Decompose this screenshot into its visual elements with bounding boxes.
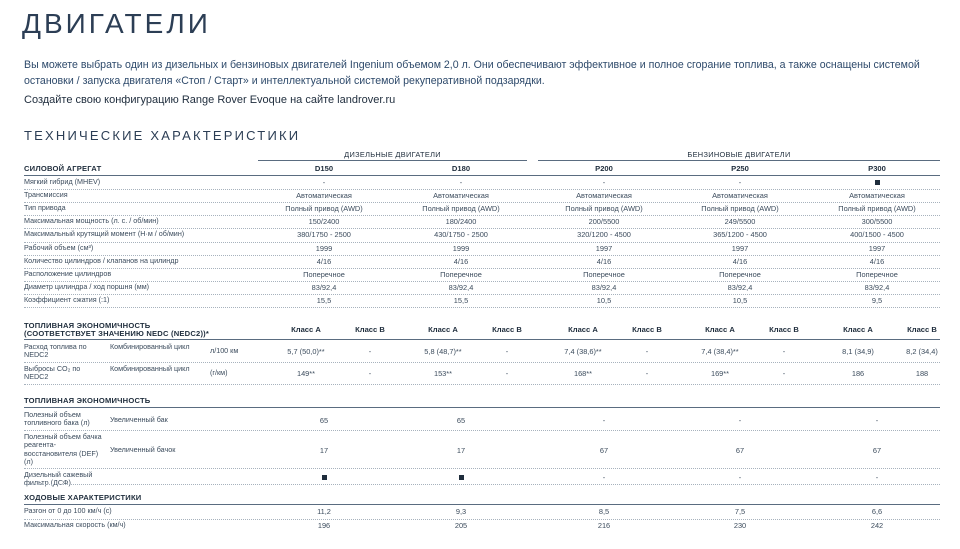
spec-cell: 4/16 bbox=[596, 256, 612, 266]
section-powertrain-header: СИЛОВОЙ АГРЕГАТ bbox=[24, 164, 102, 173]
diesel-group-header: ДИЗЕЛЬНЫЕ ДВИГАТЕЛИ bbox=[344, 150, 441, 159]
spec-row-label: Расположение цилиндров bbox=[24, 268, 112, 278]
page-title: ДВИГАТЕЛИ bbox=[22, 8, 211, 39]
tank-cell: 17 bbox=[319, 446, 329, 455]
spec-cell bbox=[811, 178, 943, 187]
spec-cell: 4/16 bbox=[869, 256, 885, 266]
spec-cell: Поперечное bbox=[583, 269, 625, 279]
spec-cell: 1997 bbox=[595, 243, 613, 253]
spec-cell: 180/2400 bbox=[445, 217, 477, 227]
spec-cell: Автоматическая bbox=[433, 191, 489, 201]
spec-cell: - bbox=[459, 178, 463, 187]
fuel-cell: - bbox=[368, 369, 372, 378]
fuel-cell: 8,1 (34,9) bbox=[842, 347, 874, 356]
driving-cell: 9,3 bbox=[455, 507, 467, 516]
spec-cell: 249/5500 bbox=[724, 217, 756, 227]
tank-cell: - bbox=[738, 416, 742, 425]
tank-cell bbox=[395, 473, 527, 482]
engine-column-d150: D150 bbox=[314, 164, 334, 173]
fuel-cell: 5,8 (48,7)** bbox=[424, 347, 462, 356]
spec-cell: 83/92,4 bbox=[591, 282, 617, 292]
spec-cell: 430/1750 - 2500 bbox=[434, 230, 488, 240]
class-b-header: Класс B bbox=[769, 325, 799, 334]
tank-cell: 67 bbox=[872, 446, 882, 455]
fuel-row-sublabel: Комбинированный цикл bbox=[110, 364, 190, 373]
fuel-cell: 7,4 (38,4)** bbox=[701, 347, 739, 356]
spec-row-label: Диаметр цилиндра / ход поршня (мм) bbox=[24, 281, 150, 291]
tank-cell: - bbox=[738, 473, 742, 482]
row-divider bbox=[24, 268, 940, 269]
spec-cell: Полный привод (AWD) bbox=[422, 204, 500, 214]
row-divider bbox=[24, 519, 940, 520]
fuel-cell: - bbox=[645, 347, 649, 356]
fuel-cell: - bbox=[782, 369, 786, 378]
spec-cell: - bbox=[602, 178, 606, 187]
spec-cell: Полный привод (AWD) bbox=[701, 204, 779, 214]
driving-cell: 216 bbox=[597, 520, 611, 530]
tank-row-label: Полезный объем бачка реагента-восстановителя (DEF) (л) bbox=[24, 432, 102, 466]
row-divider bbox=[24, 294, 940, 295]
driving-cell: 205 bbox=[454, 520, 468, 530]
tank-cell: 67 bbox=[599, 446, 609, 455]
spec-cell: - bbox=[322, 178, 326, 187]
tank-cell bbox=[258, 473, 390, 482]
class-a-header: Класс A bbox=[291, 325, 321, 334]
spec-cell: 320/1200 - 4500 bbox=[577, 230, 631, 240]
driving-cell: 230 bbox=[733, 520, 747, 530]
fuel-header-rule bbox=[24, 407, 940, 408]
row-divider bbox=[24, 468, 940, 469]
fuel-cell: - bbox=[368, 347, 372, 356]
spec-cell: Автоматическая bbox=[296, 191, 352, 201]
tank-cell: - bbox=[602, 416, 606, 425]
spec-cell: Автоматическая bbox=[576, 191, 632, 201]
spec-cell: Полный привод (AWD) bbox=[565, 204, 643, 214]
tank-row-sublabel: Увеличенный бак bbox=[110, 415, 168, 424]
spec-cell: 300/5500 bbox=[861, 217, 893, 227]
engine-column-p250: P250 bbox=[731, 164, 749, 173]
fuel-cell: - bbox=[645, 369, 649, 378]
spec-cell: Поперечное bbox=[303, 269, 345, 279]
fuel-row-sublabel: Комбинированный цикл bbox=[110, 342, 190, 351]
spec-cell: 83/92,4 bbox=[311, 282, 337, 292]
spec-cell: 1999 bbox=[452, 243, 470, 253]
fuel-row-label: Выбросы CO₂ по NEDC2 bbox=[24, 364, 81, 382]
fuel-cell: - bbox=[505, 369, 509, 378]
tank-cell: - bbox=[602, 473, 606, 482]
row-divider bbox=[24, 362, 940, 363]
spec-cell: 380/1750 - 2500 bbox=[297, 230, 351, 240]
petrol-group-header: БЕНЗИНОВЫЕ ДВИГАТЕЛИ bbox=[687, 150, 791, 159]
included-mark-icon bbox=[322, 475, 327, 480]
section-driving-header: ХОДОВЫЕ ХАРАКТЕРИСТИКИ bbox=[24, 493, 142, 502]
tank-cell: - bbox=[875, 416, 879, 425]
class-b-header: Класс B bbox=[492, 325, 522, 334]
spec-row-label: Максимальная мощность (л. с. / об/мин) bbox=[24, 216, 159, 226]
spec-cell: 15,5 bbox=[453, 295, 469, 305]
spec-row-label: Коэффициент сжатия (:1) bbox=[24, 294, 110, 304]
spec-cell: 10,5 bbox=[732, 295, 748, 305]
spec-cell: Поперечное bbox=[719, 269, 761, 279]
included-mark-icon bbox=[875, 180, 880, 185]
spec-cell: 4/16 bbox=[732, 256, 748, 266]
powertrain-header-rule bbox=[24, 175, 940, 176]
fuel-row-unit: л/100 км bbox=[210, 346, 239, 355]
spec-cell: 1999 bbox=[315, 243, 333, 253]
driving-cell: 7,5 bbox=[734, 507, 746, 516]
engine-column-d180: D180 bbox=[451, 164, 471, 173]
row-divider bbox=[24, 242, 940, 243]
spec-cell: 4/16 bbox=[453, 256, 469, 266]
spec-cell: Поперечное bbox=[856, 269, 898, 279]
tank-cell: 67 bbox=[735, 446, 745, 455]
class-a-header: Класс A bbox=[428, 325, 458, 334]
fuel-cell: 186 bbox=[851, 369, 865, 378]
fuel-cell: 149** bbox=[296, 369, 316, 378]
spec-cell: 4/16 bbox=[316, 256, 332, 266]
fuel-cell: - bbox=[505, 347, 509, 356]
spec-cell: Автоматическая bbox=[712, 191, 768, 201]
spec-cell: 10,5 bbox=[596, 295, 612, 305]
class-b-header: Класс B bbox=[907, 325, 937, 334]
section-fuel-economy-nedc-header: ТОПЛИВНАЯ ЭКОНОМИЧНОСТЬ bbox=[24, 321, 151, 330]
spec-cell: 83/92,4 bbox=[864, 282, 890, 292]
tank-cell: 65 bbox=[319, 416, 329, 425]
fuel-cell: - bbox=[782, 347, 786, 356]
tank-row-sublabel: Увеличенный бачок bbox=[110, 445, 176, 454]
spec-cell: 200/5500 bbox=[588, 217, 620, 227]
driving-cell: 196 bbox=[317, 520, 331, 530]
fuel-cell: 188 bbox=[915, 369, 929, 378]
spec-cell: 83/92,4 bbox=[727, 282, 753, 292]
class-a-header: Класс A bbox=[705, 325, 735, 334]
configurator-link[interactable]: Создайте свою конфигурацию Range Rover Evoque на сайте landrover.ru bbox=[24, 94, 396, 106]
fuel-cell: 168** bbox=[573, 369, 593, 378]
row-divider bbox=[24, 202, 940, 203]
spec-cell: Поперечное bbox=[440, 269, 482, 279]
class-a-header: Класс A bbox=[843, 325, 873, 334]
fuel-nedc-header-rule bbox=[24, 339, 940, 340]
spec-row-label: Количество цилиндров / клапанов на цилиндр bbox=[24, 255, 179, 265]
spec-row-label: Трансмиссия bbox=[24, 190, 68, 200]
spec-cell: Полный привод (AWD) bbox=[285, 204, 363, 214]
section-fuel-economy-nedc-subheader: (СООТВЕТСТВУЕТ ЗНАЧЕНИЮ NEDC (NEDC2))* bbox=[24, 329, 210, 338]
spec-cell: 150/2400 bbox=[308, 217, 340, 227]
section-fuel-economy-header: ТОПЛИВНАЯ ЭКОНОМИЧНОСТЬ bbox=[24, 396, 151, 405]
row-divider bbox=[24, 281, 940, 282]
driving-row-label: Максимальная скорость (км/ч) bbox=[24, 519, 126, 529]
engine-column-p200: P200 bbox=[595, 164, 613, 173]
spec-cell: Полный привод (AWD) bbox=[838, 204, 916, 214]
fuel-cell: 153** bbox=[433, 369, 453, 378]
spec-cell: Автоматическая bbox=[849, 191, 905, 201]
row-divider bbox=[24, 189, 940, 190]
fuel-row-label: Расход топлива по NEDC2 bbox=[24, 342, 87, 360]
tank-cell: - bbox=[875, 473, 879, 482]
spec-cell: 1997 bbox=[868, 243, 886, 253]
spec-cell: 400/1500 - 4500 bbox=[850, 230, 904, 240]
spec-cell: 15,5 bbox=[316, 295, 332, 305]
row-divider bbox=[24, 307, 940, 308]
spec-row-label: Максимальный крутящий момент (Н·м / об/мин) bbox=[24, 229, 185, 239]
engine-column-p300: P300 bbox=[868, 164, 886, 173]
spec-cell: 1997 bbox=[731, 243, 749, 253]
driving-header-rule bbox=[24, 504, 940, 505]
row-divider bbox=[24, 430, 940, 431]
spec-cell: - bbox=[738, 178, 742, 187]
tank-cell: 65 bbox=[456, 416, 466, 425]
driving-cell: 8,5 bbox=[598, 507, 610, 516]
specs-title: ТЕХНИЧЕСКИЕ ХАРАКТЕРИСТИКИ bbox=[24, 128, 301, 143]
spec-cell: 83/92,4 bbox=[448, 282, 474, 292]
fuel-row-unit: (г/км) bbox=[210, 368, 228, 377]
included-mark-icon bbox=[459, 475, 464, 480]
class-b-header: Класс B bbox=[632, 325, 662, 334]
spec-row-label: Мягкий гибрид (MHEV) bbox=[24, 177, 101, 186]
spec-row-label: Рабочий объем (см³) bbox=[24, 242, 94, 252]
spec-cell: 365/1200 - 4500 bbox=[713, 230, 767, 240]
group-rule-diesel bbox=[258, 160, 527, 161]
driving-cell: 6,6 bbox=[871, 507, 883, 516]
intro-paragraph: Вы можете выбрать один из дизельных и бензиновых двигателей Ingenium объемом 2,0 л. Они обеспечивают эффективное и полное сгорание топлива, а также оснащены системой остановки / запуска двигателя «Стоп / Старт» и интеллектуальной системой рекуперативной подзарядки. bbox=[24, 59, 920, 87]
row-divider bbox=[24, 484, 940, 485]
row-divider bbox=[24, 215, 940, 216]
spec-cell: 9,5 bbox=[871, 295, 883, 305]
class-a-header: Класс A bbox=[568, 325, 598, 334]
driving-cell: 242 bbox=[870, 520, 884, 530]
fuel-cell: 5,7 (50,0)** bbox=[287, 347, 325, 356]
group-rule-petrol bbox=[538, 160, 940, 161]
tank-row-label: Полезный объем топливного бака (л) bbox=[24, 410, 90, 428]
spec-row-label: Тип привода bbox=[24, 203, 66, 213]
fuel-cell: 7,4 (38,6)** bbox=[564, 347, 602, 356]
driving-row-label: Разгон от 0 до 100 км/ч (с) bbox=[24, 506, 112, 515]
tank-cell: 17 bbox=[456, 446, 466, 455]
driving-cell: 11,2 bbox=[317, 507, 331, 516]
tank-row-label: Дизельный сажевый фильтр (ДСФ) bbox=[24, 470, 93, 488]
fuel-cell: 8,2 (34,4) bbox=[906, 347, 938, 356]
fuel-cell: 169** bbox=[710, 369, 730, 378]
class-b-header: Класс B bbox=[355, 325, 385, 334]
row-divider bbox=[24, 384, 940, 385]
